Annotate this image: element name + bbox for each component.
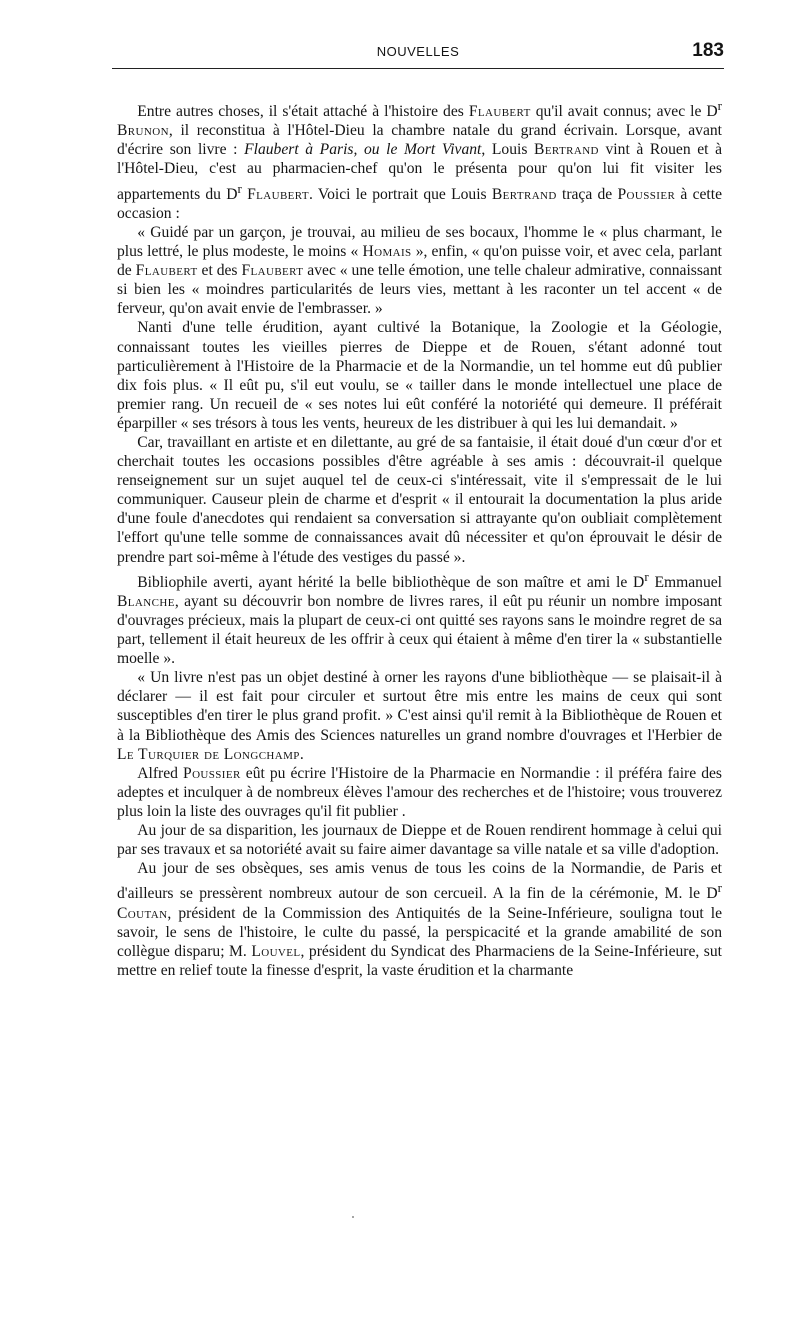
text-run: Emmanuel: [648, 573, 723, 591]
paragraph-obseques: [117, 859, 722, 980]
text-run: Bibliophile averti, ayant hérité la belle bibliothèque de son maître et ami le D: [137, 573, 645, 591]
text-run: , il reconstitua à l'Hôtel-Dieu la chambre natale du grand écrivain. Lorsque, avant d'écrire son livre :: [117, 122, 722, 159]
text-run: , Louis: [481, 141, 535, 159]
text-run: », enfin, « qu'on puisse voir, et avec cela, parlant de: [117, 243, 722, 280]
paragraph-dilettante: Car, travaillant en artiste et en dilettante, au gré de sa fantaisie, il était doué d'un cœur d'or et cherchait toutes les occasions possibles d'être agréable à ses amis : découvrait-il quelque renseignement sur un sujet auquel tel de ceux-ci s'intéressait, vite il s'empressait de le lui communiquer. Causeur plein de charme et d'esprit « il entourait la documentation la plus aride d'une foule d'anecdotes qui rendaient sa conversation si attrayante qu'on oubliait complètement l'effort qu'une telle somme de connaissances avait dû nécessiter et qu'on éprouvait le désir de prendre part soi-même à l'étude des vestiges du passé ».: [117, 433, 722, 566]
text-run: « Guidé par un garçon, je trouvai, au milieu de ses bocaux, l'homme le « plus charmant, le plus lettré, le plus modeste, le moins «: [117, 223, 722, 261]
print-speck: [352, 1216, 354, 1218]
text-run: eût pu écrire l'Histoire de la Pharmacie en Normandie : il préféra faire des adeptes et inculquer à de nombreux élèves l'amour des recherches et de l'histoire; vous trouverez plus loin la liste des ouvrages qu'il fit publier .: [117, 764, 722, 820]
text-run: à cette occasion :: [117, 185, 723, 222]
paragraph-bibliophile: [117, 567, 722, 669]
page-number: 183: [692, 40, 724, 61]
name-flaubert: Flaubert: [247, 185, 309, 203]
paragraph-histoire-pharmacie: [117, 764, 722, 821]
name-flaubert: Flaubert: [468, 103, 531, 121]
text-run: vint à Rouen et à l'Hôtel-Dieu, c'est au pharmacien-chef qu'on le présenta pour qu'on lui fit visiter les appartements du D: [117, 141, 723, 203]
text-run: . Voici le portrait que Louis: [309, 185, 492, 203]
text-run: avec « une telle émotion, une telle chaleur admirative, connaissant si bien les « moindres particularités de leurs vies, mettant à les raconter un tel accent « de ferveur, qu'on avait envie de l'embrasser. »: [117, 262, 722, 318]
paragraph-erudition: Nanti d'une telle érudition, ayant cultivé la Botanique, la Zoologie et la Géologie, connaissant toutes les vieilles pierres de Dieppe et de Rouen, s'étant adonné tout particulièrement à l'Histoire de la Pharmacie et de la Normandie, un tel homme eut dû publier dix fois plus. « Il eût pu, s'il eut voulu, se « tailler dans le monde intellectuel une place de premier rang. Un recueil de « ses notes lui eût conféré la notoriété qui demeure. Il préférait éparpiller « ses trésors à tous les vents, heureux de les distribuer à qui les lui demandait. »: [117, 319, 722, 432]
text-run: traça de: [556, 185, 618, 203]
name-homais: Homais: [362, 243, 412, 261]
name-le-turquier: Le Turquier de Longchamp: [117, 745, 300, 763]
running-title: NOUVELLES: [376, 44, 460, 59]
title-superscript: r: [717, 880, 722, 896]
title-superscript: r: [237, 180, 242, 196]
text-run: Au jour de ses obsèques, ses amis venus de tous les coins de la Normandie, de Paris et d'ailleurs se pressèrent nombreux autour de son cercueil. A la fin de la cérémonie, M. le D: [117, 860, 722, 903]
text-run: Alfred: [137, 764, 184, 782]
title-superscript: r: [717, 98, 722, 113]
text-run: .: [299, 745, 304, 763]
name-flaubert: Flaubert: [241, 262, 304, 280]
text-run: , président du Syndicat des Pharmaciens de la Seine-Inférieure, sut mettre en relief toute la finesse d'esprit, la vaste érudition et la charmante: [117, 942, 722, 979]
name-bertrand: Bertrand: [534, 141, 599, 159]
text-run: qu'il avait connus; avec le D: [530, 103, 718, 121]
text-run: « Un livre n'est pas un objet destiné à orner les rayons d'une bibliothèque — se plaisait-il à déclarer — il est fait pour circuler et surtout être mis entre les mains de ceux qui sont susceptibles d'en tirer le plus grand profit. » C'est ainsi qu'il remit à la Bibliothèque de Rouen et à la Bibliothèque des Amis des Sciences naturelles un grand nombre d'ouvrages et l'Herbier de: [117, 669, 722, 744]
paragraph-bertrand-quote: [117, 223, 722, 318]
name-louvel: Louvel: [251, 942, 301, 960]
title-superscript: r: [644, 568, 649, 584]
text-run: Entre autres choses, il s'était attaché à l'histoire des: [137, 103, 469, 121]
name-bertrand: Bertrand: [491, 185, 557, 203]
name-coutan: Coutan: [117, 904, 168, 922]
name-blanche: Blanche: [117, 592, 175, 610]
name-flaubert: Flaubert: [135, 262, 198, 280]
name-poussier: Poussier: [617, 185, 676, 203]
text-run: , président de la Commission des Antiquités de la Seine-Inférieure, souligna tout le savoir, le sens de l'histoire, le culte du passé, la perspicacité et la grande amabilité de son collègue disparu; M.: [117, 904, 722, 960]
page-header: [112, 40, 724, 69]
article-body: [117, 96, 722, 980]
paragraph-disparition: Au jour de sa disparition, les journaux de Dieppe et de Rouen rendirent hommage à celui qui par ses travaux et sa notoriété avait su faire aimer davantage sa ville natale et sa ville d'adoption.: [117, 822, 722, 859]
paragraph-livre-quote: [117, 668, 722, 763]
paragraph-flaubert-history: [117, 96, 722, 223]
text-run: , ayant su découvrir bon nombre de livres rares, il eût pu réunir un nombre imposant d'ouvrages précieux, mais la plupart de ceux-ci ont quitté ses rayons sans le moindre regret de sa part, tellement il était heureux de les offrir à ceux qui étaient à même d'en tirer la « substantielle moelle ».: [117, 592, 722, 668]
name-poussier: Poussier: [183, 764, 241, 782]
text-run: et des: [197, 262, 242, 280]
book-title: Flaubert à Paris, ou le Mort Vivant: [244, 141, 482, 159]
name-brunon: Brunon: [117, 122, 169, 140]
